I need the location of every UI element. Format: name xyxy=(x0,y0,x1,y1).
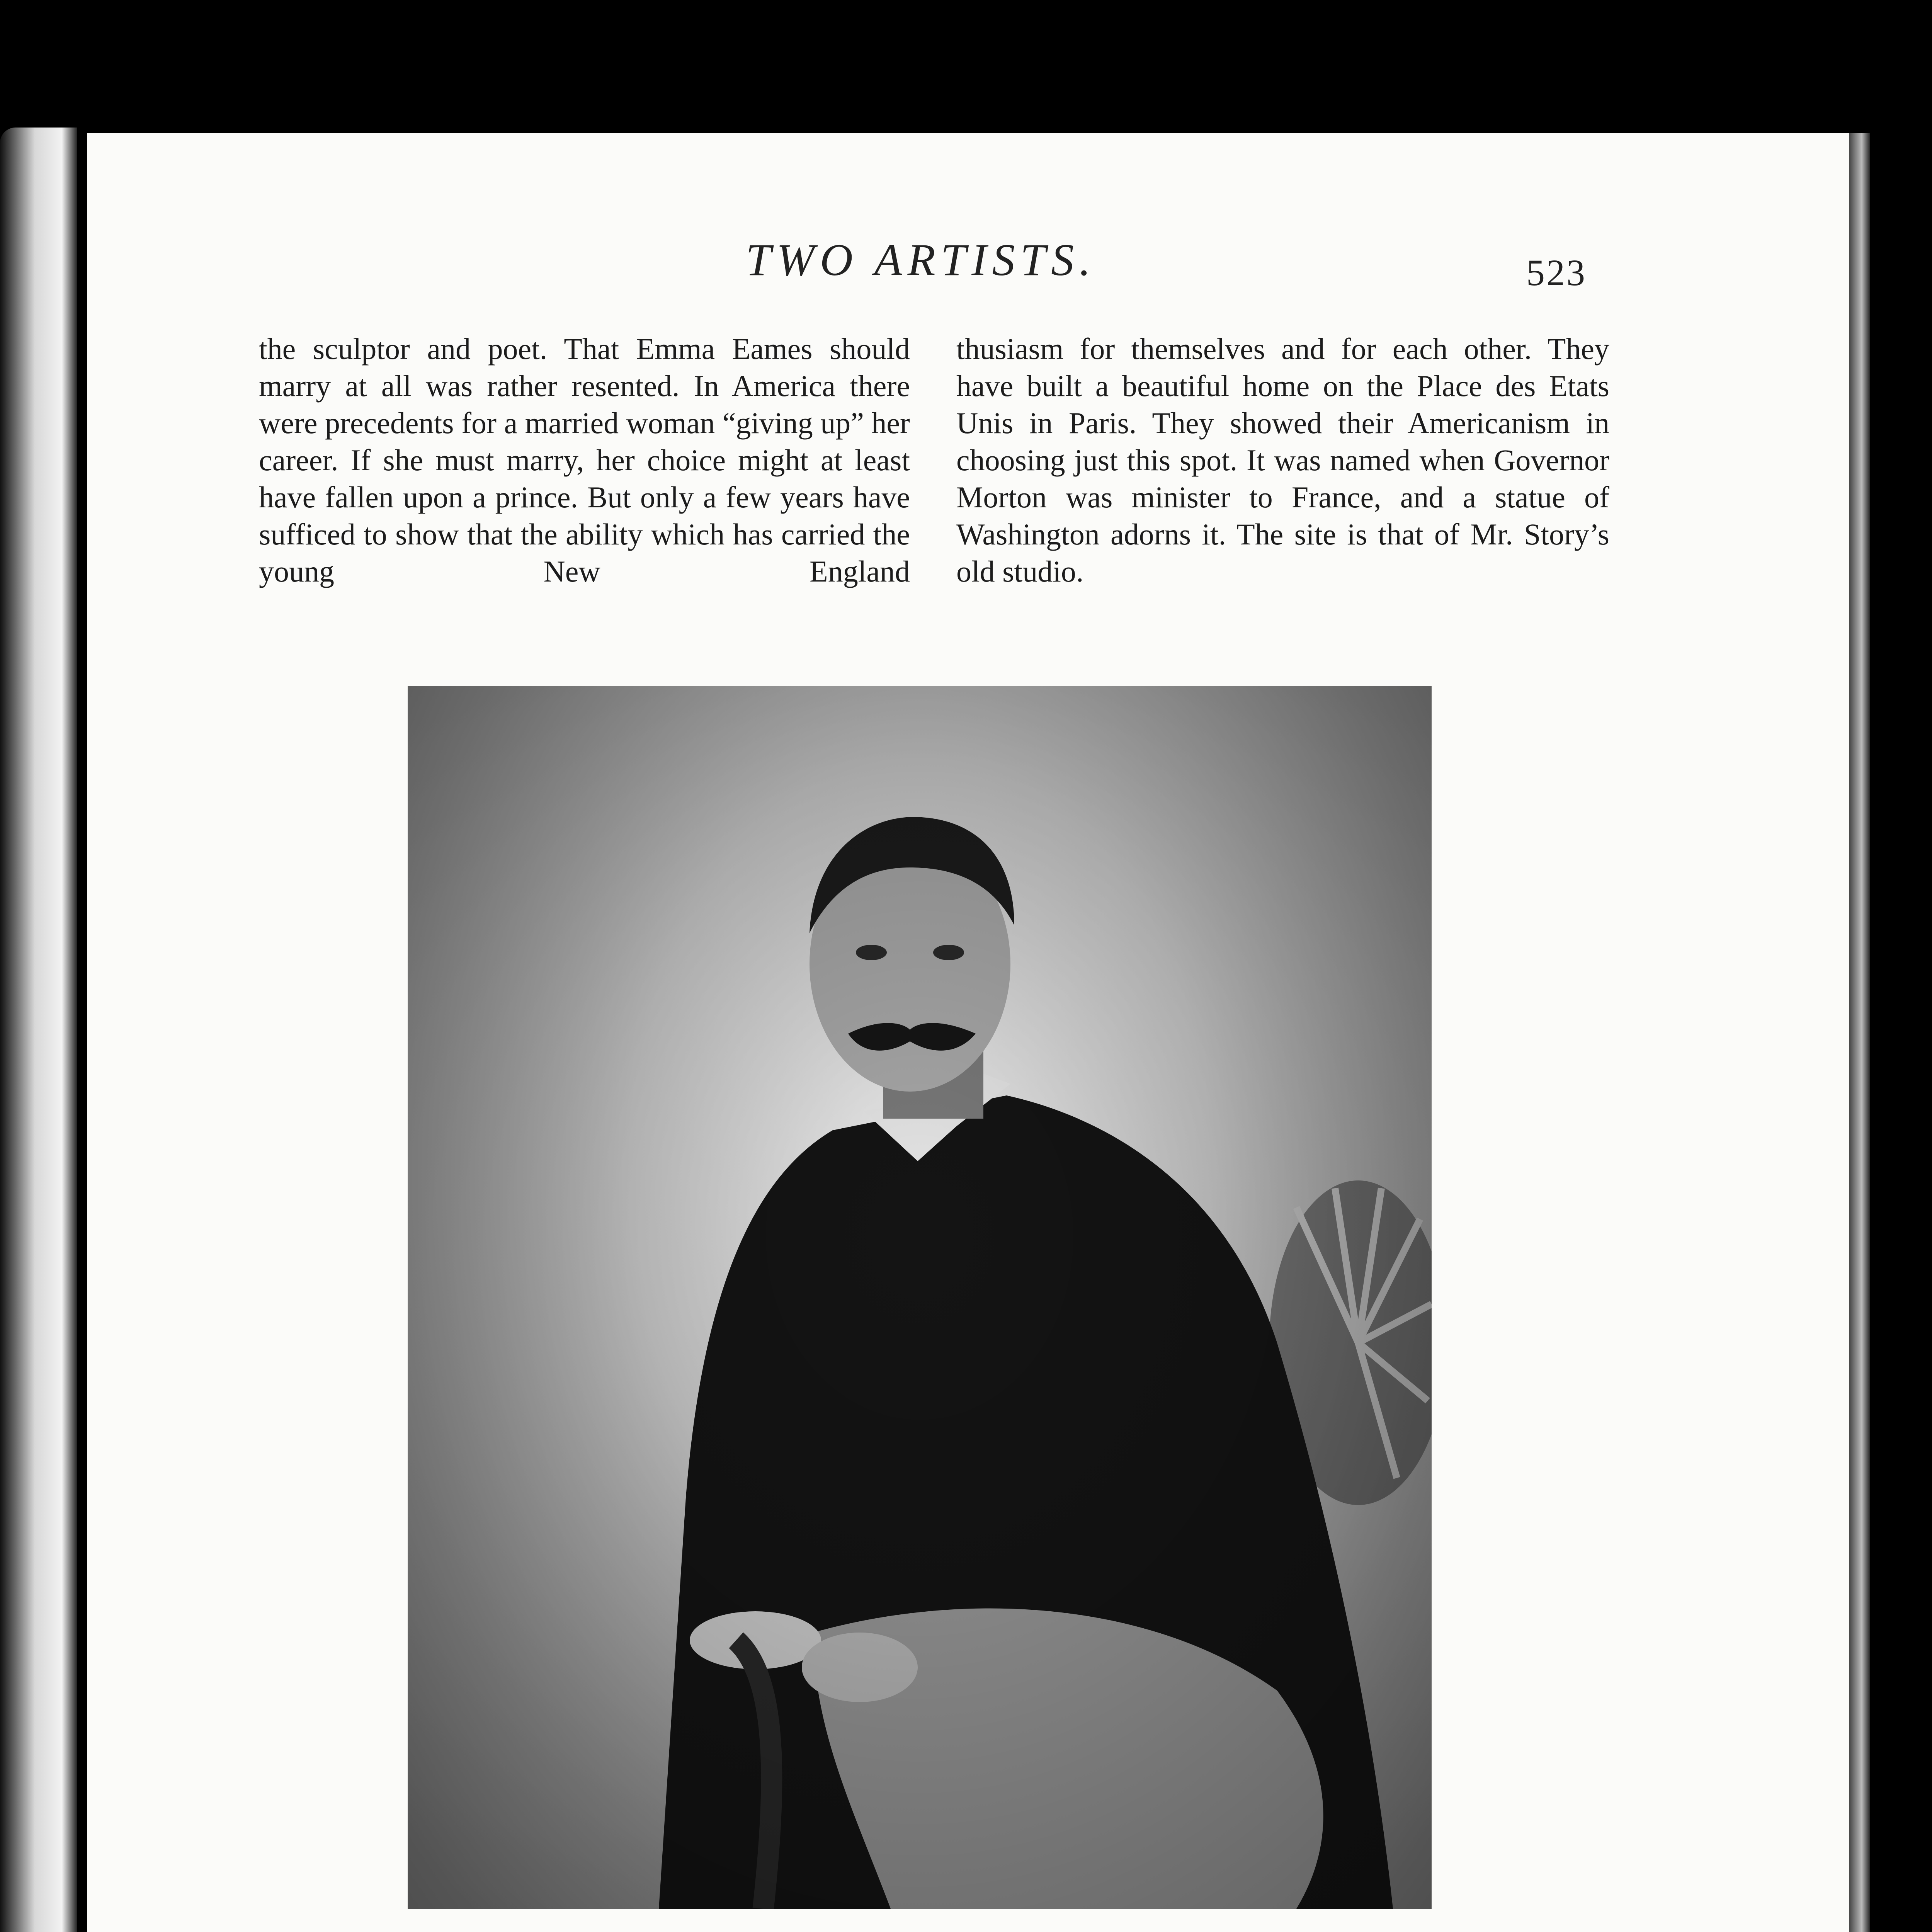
top-right-column: thusiasm for themselves and for each other. They have built a beautiful home on the Place des Etats Unis in Paris. They showed their Americanism in choosing just this spot. It was named when Governor Morton was minister to France, and a statue of Washington adorns it. The site is that of Mr. Story’s old studio. xyxy=(956,332,1609,588)
running-head: TWO ARTISTS. xyxy=(746,235,1096,285)
book-left-edge xyxy=(0,128,77,1932)
book-right-edge xyxy=(1849,133,1870,1932)
portrait-photo xyxy=(408,686,1432,1909)
top-left-column: the sculptor and poet. That Emma Eames should marry at all was rather resented. In America there were precedents for a married woman “giving up” her career. If she must marry, her choice might at least have fallen upon a prince. But only a few years have sufficed to show that the ability which has carried the young New England xyxy=(259,332,910,588)
page-number: 523 xyxy=(1526,252,1587,293)
portrait-illustration xyxy=(408,686,1432,1909)
